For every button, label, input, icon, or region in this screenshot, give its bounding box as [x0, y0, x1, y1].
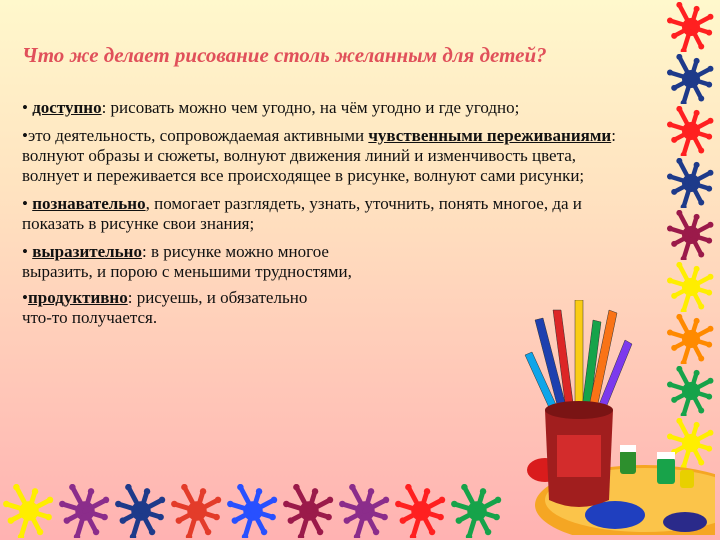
paint-splat-icon: [226, 484, 280, 538]
bullet-icon: •: [22, 126, 28, 145]
paint-splat-icon: [58, 484, 112, 538]
pencil-cup-icon: [505, 300, 715, 535]
paint-jar-icon: [680, 470, 694, 488]
slide-title: Что же делает рисование столь желанным для детей?: [22, 43, 547, 67]
bullet-icon: •: [22, 98, 28, 117]
keyword: познавательно: [32, 194, 146, 213]
paint-splat-icon: [666, 158, 716, 208]
paint-jar-icon: [620, 450, 636, 474]
bullet-icon: •: [22, 288, 28, 307]
paint-splat-icon: [170, 484, 224, 538]
paint-blob-icon: [663, 512, 707, 532]
list-item: • выразительно: в рисунке можно многое выразить, и порою с меньшими трудностями,: [22, 242, 352, 281]
paint-jar-icon: [657, 458, 675, 484]
list-item: • доступно: рисовать можно чем угодно, на чём угодно и где угодно;: [22, 98, 520, 117]
keyword: выразительно: [32, 242, 142, 261]
list-item: •это деятельность, сопровождаемая активными чувственными переживаниями: волнуют образы и сюжеты, волнуют движения линий и изменчивость цвета, волнует и переживается все происходящее в рисунке, волнуют сами рисунки;: [22, 126, 616, 185]
paint-splat-icon: [666, 106, 716, 156]
keyword: чувственными переживаниями: [368, 126, 612, 145]
paint-splat-icon: [666, 54, 716, 104]
continuation-line: выразить, и порою с меньшими трудностями,: [22, 262, 352, 281]
keyword: продуктивно: [27, 288, 128, 307]
paint-splat-icon: [450, 484, 504, 538]
paint-splat-icon: [338, 484, 392, 538]
paint-splat-icon: [2, 484, 56, 538]
keyword: доступно: [32, 98, 102, 117]
paint-splat-icon: [666, 210, 716, 260]
paint-splat-icon: [282, 484, 336, 538]
bullet-icon: •: [22, 194, 28, 213]
list-item: • познавательно, помогает разглядеть, узнать, уточнить, понять многое, да и показать в рисунке свои знания;: [22, 194, 582, 233]
paint-splat-icon: [666, 2, 716, 52]
bullet-icon: •: [22, 242, 28, 261]
paint-splat-icon: [394, 484, 448, 538]
paint-splat-icon: [114, 484, 168, 538]
continuation-line: что-то получается.: [22, 308, 158, 327]
list-item: •продуктивно: рисуешь, и обязательно что-то получается.: [22, 288, 308, 327]
